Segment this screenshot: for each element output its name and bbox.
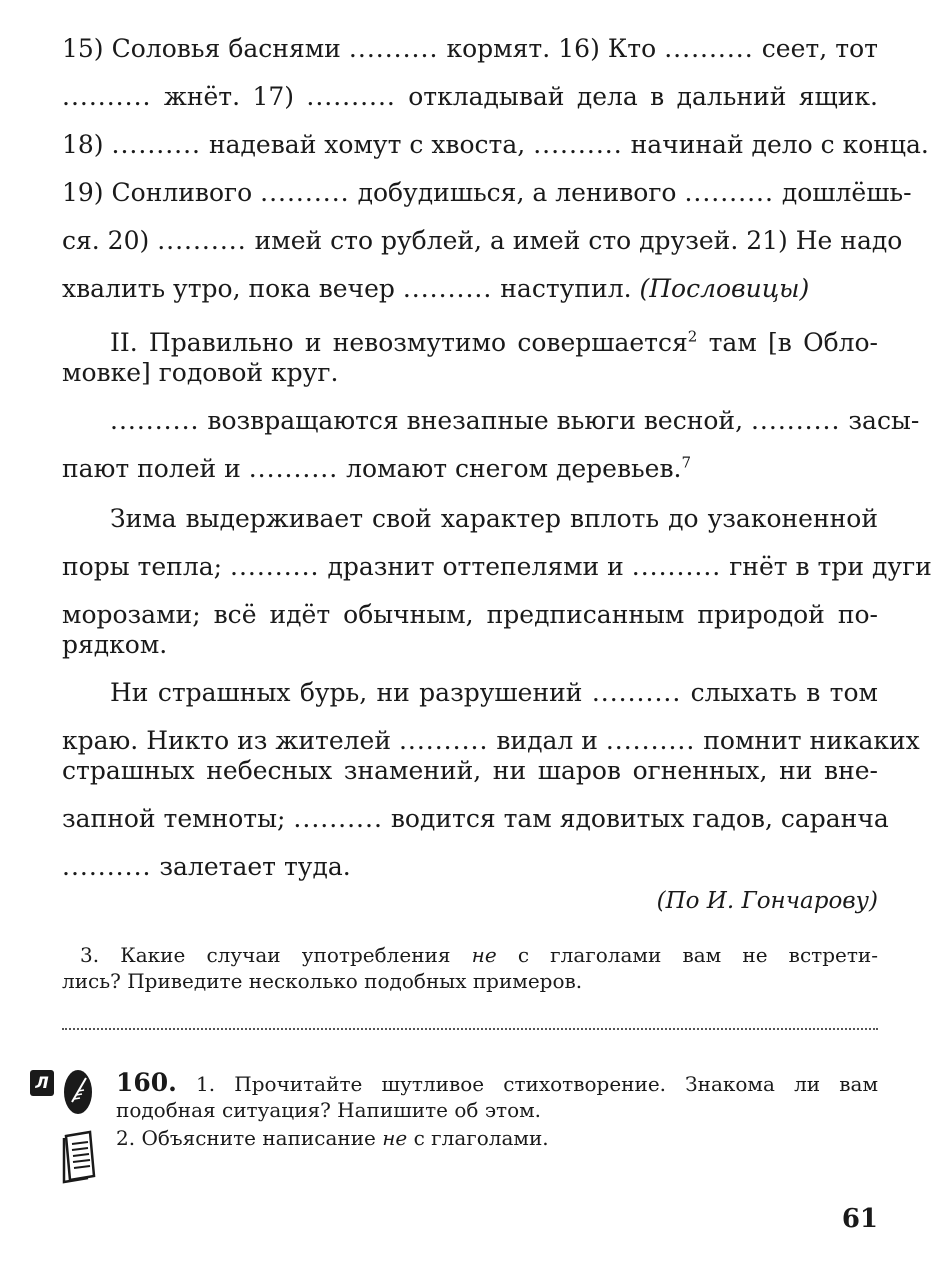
- text-fragment: хвалить утро, пока вечер: [62, 274, 395, 303]
- blank-dots: ..........: [631, 552, 722, 581]
- literature-square-icon: [30, 1070, 54, 1096]
- text-fragment: не: [471, 943, 497, 967]
- text-fragment: дошлёшь-: [781, 178, 912, 207]
- text-fragment: жнёт. 17): [163, 82, 295, 111]
- blank-dots: ..........: [62, 82, 152, 111]
- text-fragment: помнит никаких: [703, 726, 920, 755]
- text-fragment: надевай хомут с хвоста,: [208, 130, 526, 159]
- text-fragment: 2. Объясните написание: [116, 1126, 376, 1150]
- text-fragment: 18): [62, 130, 104, 159]
- blank-dots: ..........: [398, 726, 489, 755]
- section-divider: [62, 1028, 878, 1030]
- part2-line-11: [62, 756, 878, 786]
- blank-dots: ..........: [591, 678, 682, 707]
- text-fragment: сеет, тот: [761, 34, 878, 63]
- text-fragment: кормят. 16) Кто: [446, 34, 657, 63]
- text-fragment: залетает туда.: [159, 852, 351, 881]
- blank-dots: ..........: [605, 726, 696, 755]
- text-fragment: лись? Приведите несколько подобных примеров.: [62, 969, 583, 993]
- proverbs-source: (Пословицы): [639, 274, 810, 303]
- blank-dots: ..........: [62, 852, 152, 881]
- blank-dots: ..........: [750, 406, 841, 435]
- blank-dots: ..........: [293, 804, 383, 833]
- text-fragment: 1. Прочитайте шутливое стихотворение. Знакома ли вам: [196, 1072, 878, 1096]
- part2-line-12: [62, 804, 889, 834]
- part2-line-4: [62, 454, 878, 484]
- blank-dots: ..........: [306, 82, 396, 111]
- part2-line-7: [62, 600, 878, 630]
- proverb-line-4: [62, 178, 912, 208]
- proverb-line-3: [62, 130, 929, 160]
- footnote-mark: 7: [681, 453, 692, 472]
- exercise-line-3: [116, 1126, 878, 1150]
- text-fragment: имей сто рублей, а имей сто друзей. 21) Не надо: [254, 226, 903, 255]
- part2-line-6: [62, 552, 932, 582]
- text-fragment: краю. Никто из жителей: [62, 726, 391, 755]
- proverb-line-5: [62, 226, 903, 256]
- text-fragment: слыхать в том: [690, 678, 878, 707]
- task3-line-1: [80, 942, 878, 968]
- text-fragment: II. Правильно и невозмутимо совершается: [110, 328, 688, 357]
- text-fragment: Ни страшных бурь, ни разрушений: [110, 678, 583, 707]
- exercise-line-1: [116, 1068, 878, 1097]
- part2-line-9: [110, 678, 878, 708]
- blank-dots: ..........: [348, 34, 439, 63]
- blank-dots: ..........: [110, 406, 200, 435]
- text-fragment: страшных небесных знамений, ни шаров огненных, ни вне-: [62, 756, 878, 785]
- text-fragment: 3. Какие случаи употребления: [80, 943, 451, 967]
- page-number: 61: [841, 1204, 878, 1234]
- part2-line-10: [62, 726, 920, 756]
- part2-line-2: [62, 358, 878, 388]
- exercise-line-2: [116, 1098, 878, 1122]
- text-fragment: наступил.: [500, 274, 632, 303]
- text-fragment: ся. 20): [62, 226, 150, 255]
- blank-dots: ..........: [248, 454, 339, 483]
- text-fragment: гнёт в три дуги: [729, 552, 932, 581]
- part2-line-3: [110, 406, 920, 436]
- task3-line-2: [62, 968, 878, 994]
- part2-line-13: [62, 852, 878, 882]
- text-fragment: поры тепла;: [62, 552, 223, 581]
- quill-pen-icon: [60, 1068, 96, 1124]
- text-fragment: рядком.: [62, 630, 168, 659]
- proverb-line-2: [62, 82, 878, 112]
- text-fragment: начинай дело с конца.: [630, 130, 929, 159]
- text-fragment: откладывай дела в дальний ящик.: [408, 82, 879, 111]
- blank-dots: ..........: [260, 178, 350, 207]
- exercise-number: 160.: [116, 1068, 177, 1097]
- part2-line-1: [110, 328, 878, 358]
- source-attribution: (По И. Гончарову): [656, 888, 878, 914]
- text-fragment: мовке] годовой круг.: [62, 358, 339, 387]
- text-fragment: запной темноты;: [62, 804, 286, 833]
- blank-dots: ..........: [111, 130, 201, 159]
- text-fragment: пают полей и: [62, 454, 241, 483]
- text-fragment: засы-: [848, 406, 920, 435]
- text-fragment: 19) Сонливого: [62, 178, 253, 207]
- text-fragment: Зима выдерживает свой характер вплоть до узаконенной: [110, 504, 878, 533]
- notebook-icon: [60, 1130, 100, 1184]
- blank-dots: ..........: [684, 178, 774, 207]
- text-fragment: там [в Обло-: [708, 328, 878, 357]
- text-fragment: не: [382, 1126, 408, 1150]
- proverb-line-6: [62, 274, 878, 304]
- part2-line-5: [110, 504, 878, 534]
- part2-source: [62, 886, 878, 916]
- text-fragment: подобная ситуация? Напишите об этом.: [116, 1098, 542, 1122]
- blank-dots: ..........: [230, 552, 320, 581]
- text-fragment: с глаголами вам не встрети-: [517, 943, 879, 967]
- blank-dots: ..........: [157, 226, 247, 255]
- blank-dots: ..........: [402, 274, 493, 303]
- text-fragment: 15) Соловья баснями: [62, 34, 341, 63]
- text-fragment: добудишься, а ленивого: [357, 178, 677, 207]
- text-fragment: водится там ядовитых гадов, саранча: [390, 804, 889, 833]
- text-fragment: морозами; всё идёт обычным, предписанным природой по-: [62, 600, 878, 629]
- proverb-line-1: [62, 34, 878, 64]
- icon-letter: Л: [35, 1073, 49, 1092]
- part2-line-8: [62, 630, 878, 660]
- text-fragment: дразнит оттепелями и: [327, 552, 624, 581]
- blank-dots: ..........: [664, 34, 754, 63]
- footnote-mark: 2: [687, 327, 698, 346]
- text-fragment: с глаголами.: [413, 1126, 549, 1150]
- text-fragment: ломают снегом деревьев.: [346, 454, 682, 483]
- text-fragment: видал и: [496, 726, 598, 755]
- text-fragment: возвращаются внезапные вьюги весной,: [207, 406, 744, 435]
- blank-dots: ..........: [533, 130, 623, 159]
